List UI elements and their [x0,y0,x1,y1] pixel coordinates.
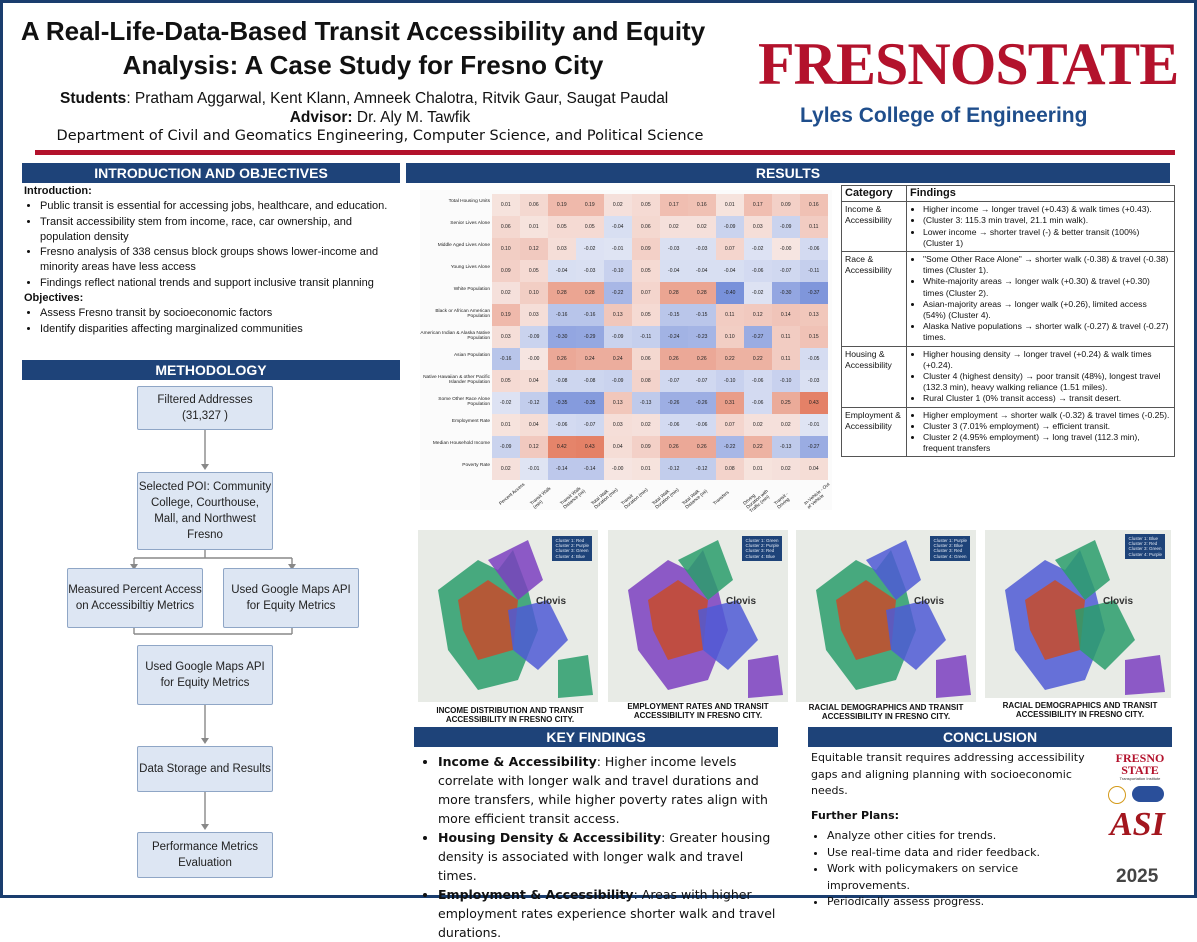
advisor-label: Advisor: [289,109,353,126]
map-race-1-caption: RACIAL DEMOGRAPHICS AND TRANSIT ACCESSIBILITY IN FRESNO CITY. [808,703,964,721]
heatmap-cell: -0.04 [548,260,576,282]
key-finding-item: • Employment & Accessibility: Areas with higher employment rates experience shorter walk and travel durations. [438,885,782,942]
heatmap-cell: 0.05 [632,260,660,282]
heatmap-cell: 0.11 [716,304,744,326]
plan-item: • Work with policymakers on service improvements. [827,861,1101,894]
heatmap-cell: 0.03 [520,304,548,326]
heatmap-cell: 0.31 [716,392,744,414]
map-employment-caption: EMPLOYMENT RATES AND TRANSIT ACCESSIBILITY IN FRESNO CITY. [627,702,769,720]
heatmap-cell: 0.06 [492,216,520,238]
heatmap-row-label: Total Housing Units [448,199,490,204]
heatmap-cell: -0.07 [688,370,716,392]
finding-item: • Lower income → shorter travel (-) & better transit (100%) (Cluster 1) [923,227,1171,249]
heatmap-cell: -0.22 [604,282,632,304]
heatmap-cell: 0.14 [772,304,800,326]
intro-item: • Public transit is essential for accessing jobs, healthcare, and education. [40,199,402,214]
heatmap-cell: -0.03 [660,238,688,260]
heatmap-cell: 0.01 [520,216,548,238]
heatmap-cell: 0.43 [800,392,828,414]
table-cell-category: Employment & Accessibility [842,407,907,457]
flow-step-percent-access: Measured Percent Access on Accessibiltiy Metrics [67,568,203,628]
table-cell-findings [907,202,1175,252]
students-line [60,90,700,108]
heatmap-cell: -0.05 [800,348,828,370]
heatmap-cell: -0.12 [660,458,688,480]
heatmap-cell: -0.30 [772,282,800,304]
heatmap-cell: -0.09 [492,436,520,458]
intro-section [24,184,402,337]
heatmap-cell: -0.00 [520,348,548,370]
heatmap-cell: 0.01 [744,458,772,480]
heatmap-cell: 0.22 [716,348,744,370]
asi-logo: ASI [1110,806,1165,843]
finding-item: • Higher employment → shorter walk (-0.32) & travel times (-0.25). [923,410,1171,421]
heatmap-cell: -0.16 [492,348,520,370]
conclusion-heading: CONCLUSION [808,727,1172,747]
advisor-name: Dr. Aly M. Tawfik [352,109,471,126]
table-cell-findings [907,252,1175,347]
heatmap-cell: -0.15 [688,304,716,326]
heatmap-cell: 0.02 [772,458,800,480]
heatmap-cell: 0.28 [576,282,604,304]
objective-item: • Identify disparities affecting marginalized communities [40,322,402,337]
heatmap-cell: 0.08 [716,458,744,480]
heatmap-cell: -0.06 [688,414,716,436]
heatmap-row-label: White Population [453,287,490,292]
map-income-legend: Cluster 1: Red Cluster 2: Purple Cluster 3: Green Cluster 4: Blue [552,536,592,561]
table-row [842,252,1175,347]
heatmap-cell: -0.37 [800,282,828,304]
heatmap-cell: 0.07 [716,238,744,260]
heatmap-cell: -0.35 [576,392,604,414]
advisor-line [60,109,700,127]
heatmap-cell: -0.02 [576,238,604,260]
heatmap-cell: -0.06 [548,414,576,436]
heatmap-row-label: Black or African American Population [435,309,490,320]
heatmap-cell: -0.11 [800,260,828,282]
heatmap-cell: -0.10 [604,260,632,282]
conclusion-text: Equitable transit requires addressing accessibility gaps and aligning planning with socioeconomic needs. [811,751,1085,797]
methodology-heading: METHODOLOGY [22,360,400,380]
heatmap-cell: 0.09 [632,238,660,260]
heatmap-cell: -0.13 [772,436,800,458]
heatmap-col-label: Transit Walk (min) [528,485,552,510]
heatmap-cell: -0.12 [520,392,548,414]
heatmap-cell: -0.12 [688,458,716,480]
heatmap-cell: 0.02 [772,414,800,436]
results-heading: RESULTS [406,163,1170,183]
heatmap-col-label: Total Walk Duration (min) [650,487,680,510]
flow-step-google-maps-api-2: Used Google Maps API for Equity Metrics [137,645,273,705]
intro-heading: INTRODUCTION AND OBJECTIVES [22,163,400,183]
intro-list [24,199,402,291]
heatmap-cell: 0.19 [492,304,520,326]
heatmap-cell: -0.06 [744,260,772,282]
heatmap-cell: 0.11 [772,326,800,348]
heatmap-cell: -0.13 [632,392,660,414]
heatmap-cell: 0.24 [576,348,604,370]
intro-item: • Transit accessibility stem from income, race, car ownership, and population density [40,215,402,246]
key-finding-item: • Housing Density & Accessibility: Greater housing density is associated with longer walk and travel times. [438,828,782,885]
heatmap-row-labels [420,190,490,480]
heatmap-cell: 0.02 [604,194,632,216]
intro-label: Introduction: [24,185,92,197]
finding-item: • Asian-majority areas → longer walk (+0.26), limited access (54%) (Cluster 4). [923,299,1171,321]
heatmap-cell: 0.16 [800,194,828,216]
finding-item: • Cluster 3 (7.01% employment) → efficient transit. [923,421,1171,432]
partner-seal-icon [1132,786,1164,802]
heatmap-cell: 0.26 [688,348,716,370]
heatmap-row-label: Young Lives Alone [450,265,490,270]
heatmap-cell: -0.22 [716,436,744,458]
heatmap-cell: -0.04 [660,260,688,282]
heatmap-cell: -0.16 [576,304,604,326]
table-row [842,202,1175,252]
heatmap-cell: -0.00 [604,458,632,480]
heatmap-cell: -0.08 [548,370,576,392]
map-income-city: Clovis [536,596,567,607]
heatmap-cell: 0.05 [576,216,604,238]
heatmap-cell: 0.13 [604,392,632,414]
heatmap-cell: 0.19 [576,194,604,216]
flow-step-google-maps-api: Used Google Maps API for Equity Metrics [223,568,359,628]
heatmap-cell: 0.11 [800,216,828,238]
heatmap-cell: 0.06 [520,194,548,216]
heatmap-cell: 0.17 [744,194,772,216]
heatmap-cell: -0.23 [688,326,716,348]
correlation-heatmap [420,190,832,514]
heatmap-cell: 0.28 [548,282,576,304]
objective-item: • Assess Fresno transit by socioeconomic factors [40,306,402,321]
partner-badge-icon [1108,786,1126,804]
map-race-2-caption: RACIAL DEMOGRAPHICS AND TRANSIT ACCESSIBILITY IN FRESNO CITY. [1002,701,1158,719]
heatmap-cell: 0.02 [632,414,660,436]
heatmap-cell: -0.10 [772,370,800,392]
heatmap-cell: -0.01 [604,238,632,260]
heatmap-cell: 0.09 [632,436,660,458]
heatmap-cell: -0.26 [688,392,716,414]
heatmap-cell: 0.07 [632,282,660,304]
heatmap-row-label: Employment Rate [451,419,490,424]
heatmap-cell: -0.08 [576,370,604,392]
poster-title: A Real-Life-Data-Based Transit Accessibility and Equity Analysis: A Case Study for Fresno City [20,16,706,80]
heatmap-cell: 0.02 [744,414,772,436]
heatmap-row-label: Asian Population [453,353,490,358]
heatmap-cell: 0.19 [548,194,576,216]
students-names: : Pratham Aggarwal, Kent Klann, Amneek Chalotra, Ritvik Gaur, Saugat Paudal [126,90,669,107]
heatmap-cell: 0.17 [660,194,688,216]
heatmap-cell: -0.16 [548,304,576,326]
heatmap-cell: 0.01 [492,414,520,436]
flow-step-performance-metrics: Performance Metrics Evaluation [137,832,273,878]
heatmap-cell: -0.14 [576,458,604,480]
heatmap-cell: 0.10 [492,238,520,260]
flow-step-filtered-addresses: Filtered Addresses (31,327 ) [137,386,273,430]
heatmap-col-label: Transit Duration (min) [620,487,649,510]
heatmap-row-label: Poverty Rate [462,463,490,468]
plan-item: • Analyze other cities for trends. [827,828,1101,845]
heatmap-cell: 0.26 [548,348,576,370]
heatmap-cell: 0.10 [520,282,548,304]
table-header-category: Category [842,186,907,202]
map-race-1 [796,530,976,702]
heatmap-cell: 0.05 [492,370,520,392]
heatmap-cell: -0.01 [520,458,548,480]
finding-item: • (Cluster 3: 115.3 min travel, 21.1 min walk). [923,215,1171,226]
heatmap-cell: 0.12 [744,304,772,326]
heatmap-cell: -0.00 [772,238,800,260]
heatmap-cell: 0.02 [660,216,688,238]
further-plans-list [811,828,1101,911]
map-race-2-legend: Cluster 1: Blue Cluster 2: Red Cluster 3: Green Cluster 4: Purple [1125,534,1165,559]
key-findings-heading: KEY FINDINGS [414,727,778,747]
heatmap-cell: 0.03 [548,238,576,260]
heatmap-cell: 0.01 [716,194,744,216]
heatmap-cell: 0.01 [632,458,660,480]
heatmap-cell: -0.07 [576,414,604,436]
heatmap-row-label: Middle Aged Lives Alone [437,243,490,248]
key-finding-item: • Income & Accessibility: Higher income levels correlate with longer walk and travel durations and more transfers, while higher poverty rates align with more efficient transit access. [438,752,782,828]
heatmap-cell: -0.02 [492,392,520,414]
finding-item: • Higher income → longer travel (+0.43) & walk times (+0.43). [923,204,1171,215]
heatmap-cell: 0.05 [520,260,548,282]
heatmap-cell: 0.42 [548,436,576,458]
heatmap-cell: 0.04 [520,414,548,436]
map-race-2 [985,530,1171,698]
objectives-label: Objectives: [24,292,84,305]
heatmap-cell: -0.01 [800,414,828,436]
heatmap-cell: 0.13 [604,304,632,326]
heatmap-col-label: Total Walk Distance (mi) [681,488,709,510]
header-divider [35,150,1175,155]
heatmap-cell: 0.01 [492,194,520,216]
heatmap-cell: -0.09 [604,370,632,392]
heatmap-cell: -0.10 [716,370,744,392]
poster-year: 2025 [1116,866,1159,887]
conclusion-section [811,750,1101,911]
heatmap-grid [492,194,828,480]
table-cell-findings [907,346,1175,407]
heatmap-cell: 0.16 [688,194,716,216]
heatmap-cell: -0.30 [548,326,576,348]
heatmap-cell: 0.13 [800,304,828,326]
heatmap-cell: 0.25 [772,392,800,414]
heatmap-cell: -0.06 [744,392,772,414]
table-cell-category: Income & Accessibility [842,202,907,252]
heatmap-cell: 0.04 [800,458,828,480]
heatmap-col-label: Transit - Driving [772,491,791,510]
heatmap-cell: -0.07 [772,260,800,282]
heatmap-cell: 0.28 [688,282,716,304]
heatmap-cell: 0.04 [604,436,632,458]
heatmap-cell: -0.03 [800,370,828,392]
map-income-caption: INCOME DISTRIBUTION AND TRANSIT ACCESSIBILITY IN FRESNO CITY. [436,706,584,724]
heatmap-cell: -0.40 [716,282,744,304]
finding-item: • Cluster 4 (highest density) → poor transit (48%), longest travel (132.3 min), heavy walking reliance (1.51 miles). [923,371,1171,393]
heatmap-col-label: Total Walk Duration (min) [589,487,619,510]
heatmap-cell: -0.02 [744,238,772,260]
objectives-list [24,306,402,337]
heatmap-cell: -0.24 [660,326,688,348]
heatmap-cell: -0.04 [716,260,744,282]
heatmap-cell: 0.05 [548,216,576,238]
heatmap-cell: 0.10 [716,326,744,348]
heatmap-cell: -0.04 [604,216,632,238]
heatmap-cell: -0.29 [576,326,604,348]
heatmap-cell: 0.07 [716,414,744,436]
transportation-institute-logo: FRESNO STATE Transportation Institute [1115,751,1165,781]
heatmap-col-label: In-Vehicle - Out of Vehicle [803,481,831,510]
heatmap-cell: 0.04 [520,370,548,392]
heatmap-row-label: Senior Lives Alone [450,221,490,226]
heatmap-cell: -0.09 [604,326,632,348]
map-income [418,530,598,702]
heatmap-cell: 0.15 [800,326,828,348]
heatmap-col-label: Transfers [711,489,730,506]
heatmap-cell: 0.09 [492,260,520,282]
heatmap-cell: 0.22 [744,348,772,370]
map-race-1-legend: Cluster 1: Purple Cluster 2: Blue Cluster 3: Red Cluster 4: Green [930,536,970,561]
heatmap-cell: 0.05 [632,194,660,216]
finding-item: • White-majority areas → longer walk (+0.30) & travel (+0.30) times (Cluster 2). [923,276,1171,298]
heatmap-cell: -0.09 [716,216,744,238]
table-cell-category: Race & Accessibility [842,252,907,347]
heatmap-cell: 0.43 [576,436,604,458]
heatmap-cell: 0.11 [772,348,800,370]
heatmap-col-label: Transit Walk Distance (mi) [559,485,587,510]
heatmap-cell: -0.27 [744,326,772,348]
heatmap-col-labels [492,481,831,514]
heatmap-cell: 0.02 [688,216,716,238]
table-cell-category: Housing & Accessibility [842,346,907,407]
heatmap-cell: 0.03 [744,216,772,238]
heatmap-row-label: Native Hawaiian & other Pacific Islander Population [423,375,490,386]
finding-item: • Cluster 2 (4.95% employment) → long travel (112.3 min), frequent transfers [923,432,1171,454]
heatmap-cell: 0.28 [660,282,688,304]
heatmap-row-label: Some Other Race Alone Population [438,397,490,408]
heatmap-cell: -0.03 [688,238,716,260]
heatmap-cell: 0.06 [632,216,660,238]
heatmap-cell: -0.07 [660,370,688,392]
heatmap-cell: -0.04 [688,260,716,282]
heatmap-cell: -0.27 [800,436,828,458]
heatmap-cell: 0.26 [660,348,688,370]
department-line: Department of Civil and Geomatics Engineering, Computer Science, and Political Science [56,128,704,144]
finding-item: • Higher housing density → longer travel (+0.24) & walk times (+0.24). [923,349,1171,371]
heatmap-cell: -0.02 [744,282,772,304]
heatmap-cell: 0.08 [632,370,660,392]
plan-item: • Periodically assess progress. [827,894,1101,911]
heatmap-cell: -0.11 [632,326,660,348]
map-employment-legend: Cluster 1: Green Cluster 2: Purple Cluster 3: Red Cluster 4: Blue [742,536,782,561]
finding-item: • "Some Other Race Alone" → shorter walk (-0.38) & travel (-0.38) times (Cluster 1). [923,254,1171,276]
heatmap-cell: 0.06 [632,348,660,370]
finding-item: • Rural Cluster 1 (0% transit access) → transit desert. [923,393,1171,404]
heatmap-cell: -0.09 [772,216,800,238]
heatmap-cell: 0.12 [520,436,548,458]
heatmap-cell: 0.26 [660,436,688,458]
finding-item: • Alaska Native populations → shorter walk (-0.27) & travel (-0.27) times. [923,321,1171,343]
heatmap-cell: 0.12 [520,238,548,260]
heatmap-row-label: American Indian & Alaska Native Population [420,331,490,342]
heatmap-cell: 0.09 [772,194,800,216]
heatmap-cell: -0.15 [660,304,688,326]
heatmap-cell: 0.02 [492,458,520,480]
plan-item: • Use real-time data and rider feedback. [827,845,1101,862]
fresno-state-logo: FRESNOSTATE [758,31,1179,97]
map-employment [608,530,788,702]
table-header-findings: Findings [907,186,1175,202]
heatmap-cell: -0.06 [800,238,828,260]
heatmap-row-label: Median Household Income [432,441,490,446]
heatmap-cell: -0.03 [576,260,604,282]
heatmap-cell: -0.09 [520,326,548,348]
heatmap-cell: -0.26 [660,392,688,414]
intro-item: • Fresno analysis of 338 census block groups shows lower-income and minority areas have less access [40,245,402,276]
methodology-flow-arrows [22,380,402,880]
heatmap-cell: 0.03 [492,326,520,348]
findings-table-wrap [841,185,1175,457]
table-cell-findings [907,407,1175,457]
heatmap-cell: 0.24 [604,348,632,370]
heatmap-cell: -0.14 [548,458,576,480]
findings-table [841,185,1175,457]
key-findings-section [420,752,782,942]
heatmap-col-label: Driving Duration with Traffic (min) [742,488,771,514]
further-plans-label: Further Plans: [811,808,900,822]
map-employment-city: Clovis [726,596,757,607]
table-row [842,407,1175,457]
map-race-1-city: Clovis [914,596,945,607]
heatmap-cell: 0.02 [492,282,520,304]
heatmap-cell: 0.26 [688,436,716,458]
flow-step-selected-poi: Selected POI: Community College, Courthouse, Mall, and Northwest Fresno [137,472,273,550]
heatmap-cell: -0.35 [548,392,576,414]
table-row [842,346,1175,407]
heatmap-cell: 0.05 [632,304,660,326]
intro-item: • Findings reflect national trends and support inclusive transit planning [40,276,402,291]
college-name: Lyles College of Engineering [800,104,1088,127]
students-label: Students [60,90,127,107]
flow-step-data-storage: Data Storage and Results [137,746,273,792]
heatmap-col-label: Percent Access [498,481,526,506]
heatmap-cell: 0.22 [744,436,772,458]
key-findings-list [420,752,782,942]
heatmap-cell: -0.06 [660,414,688,436]
map-race-2-city: Clovis [1103,596,1134,607]
heatmap-cell: -0.06 [744,370,772,392]
heatmap-cell: 0.03 [604,414,632,436]
